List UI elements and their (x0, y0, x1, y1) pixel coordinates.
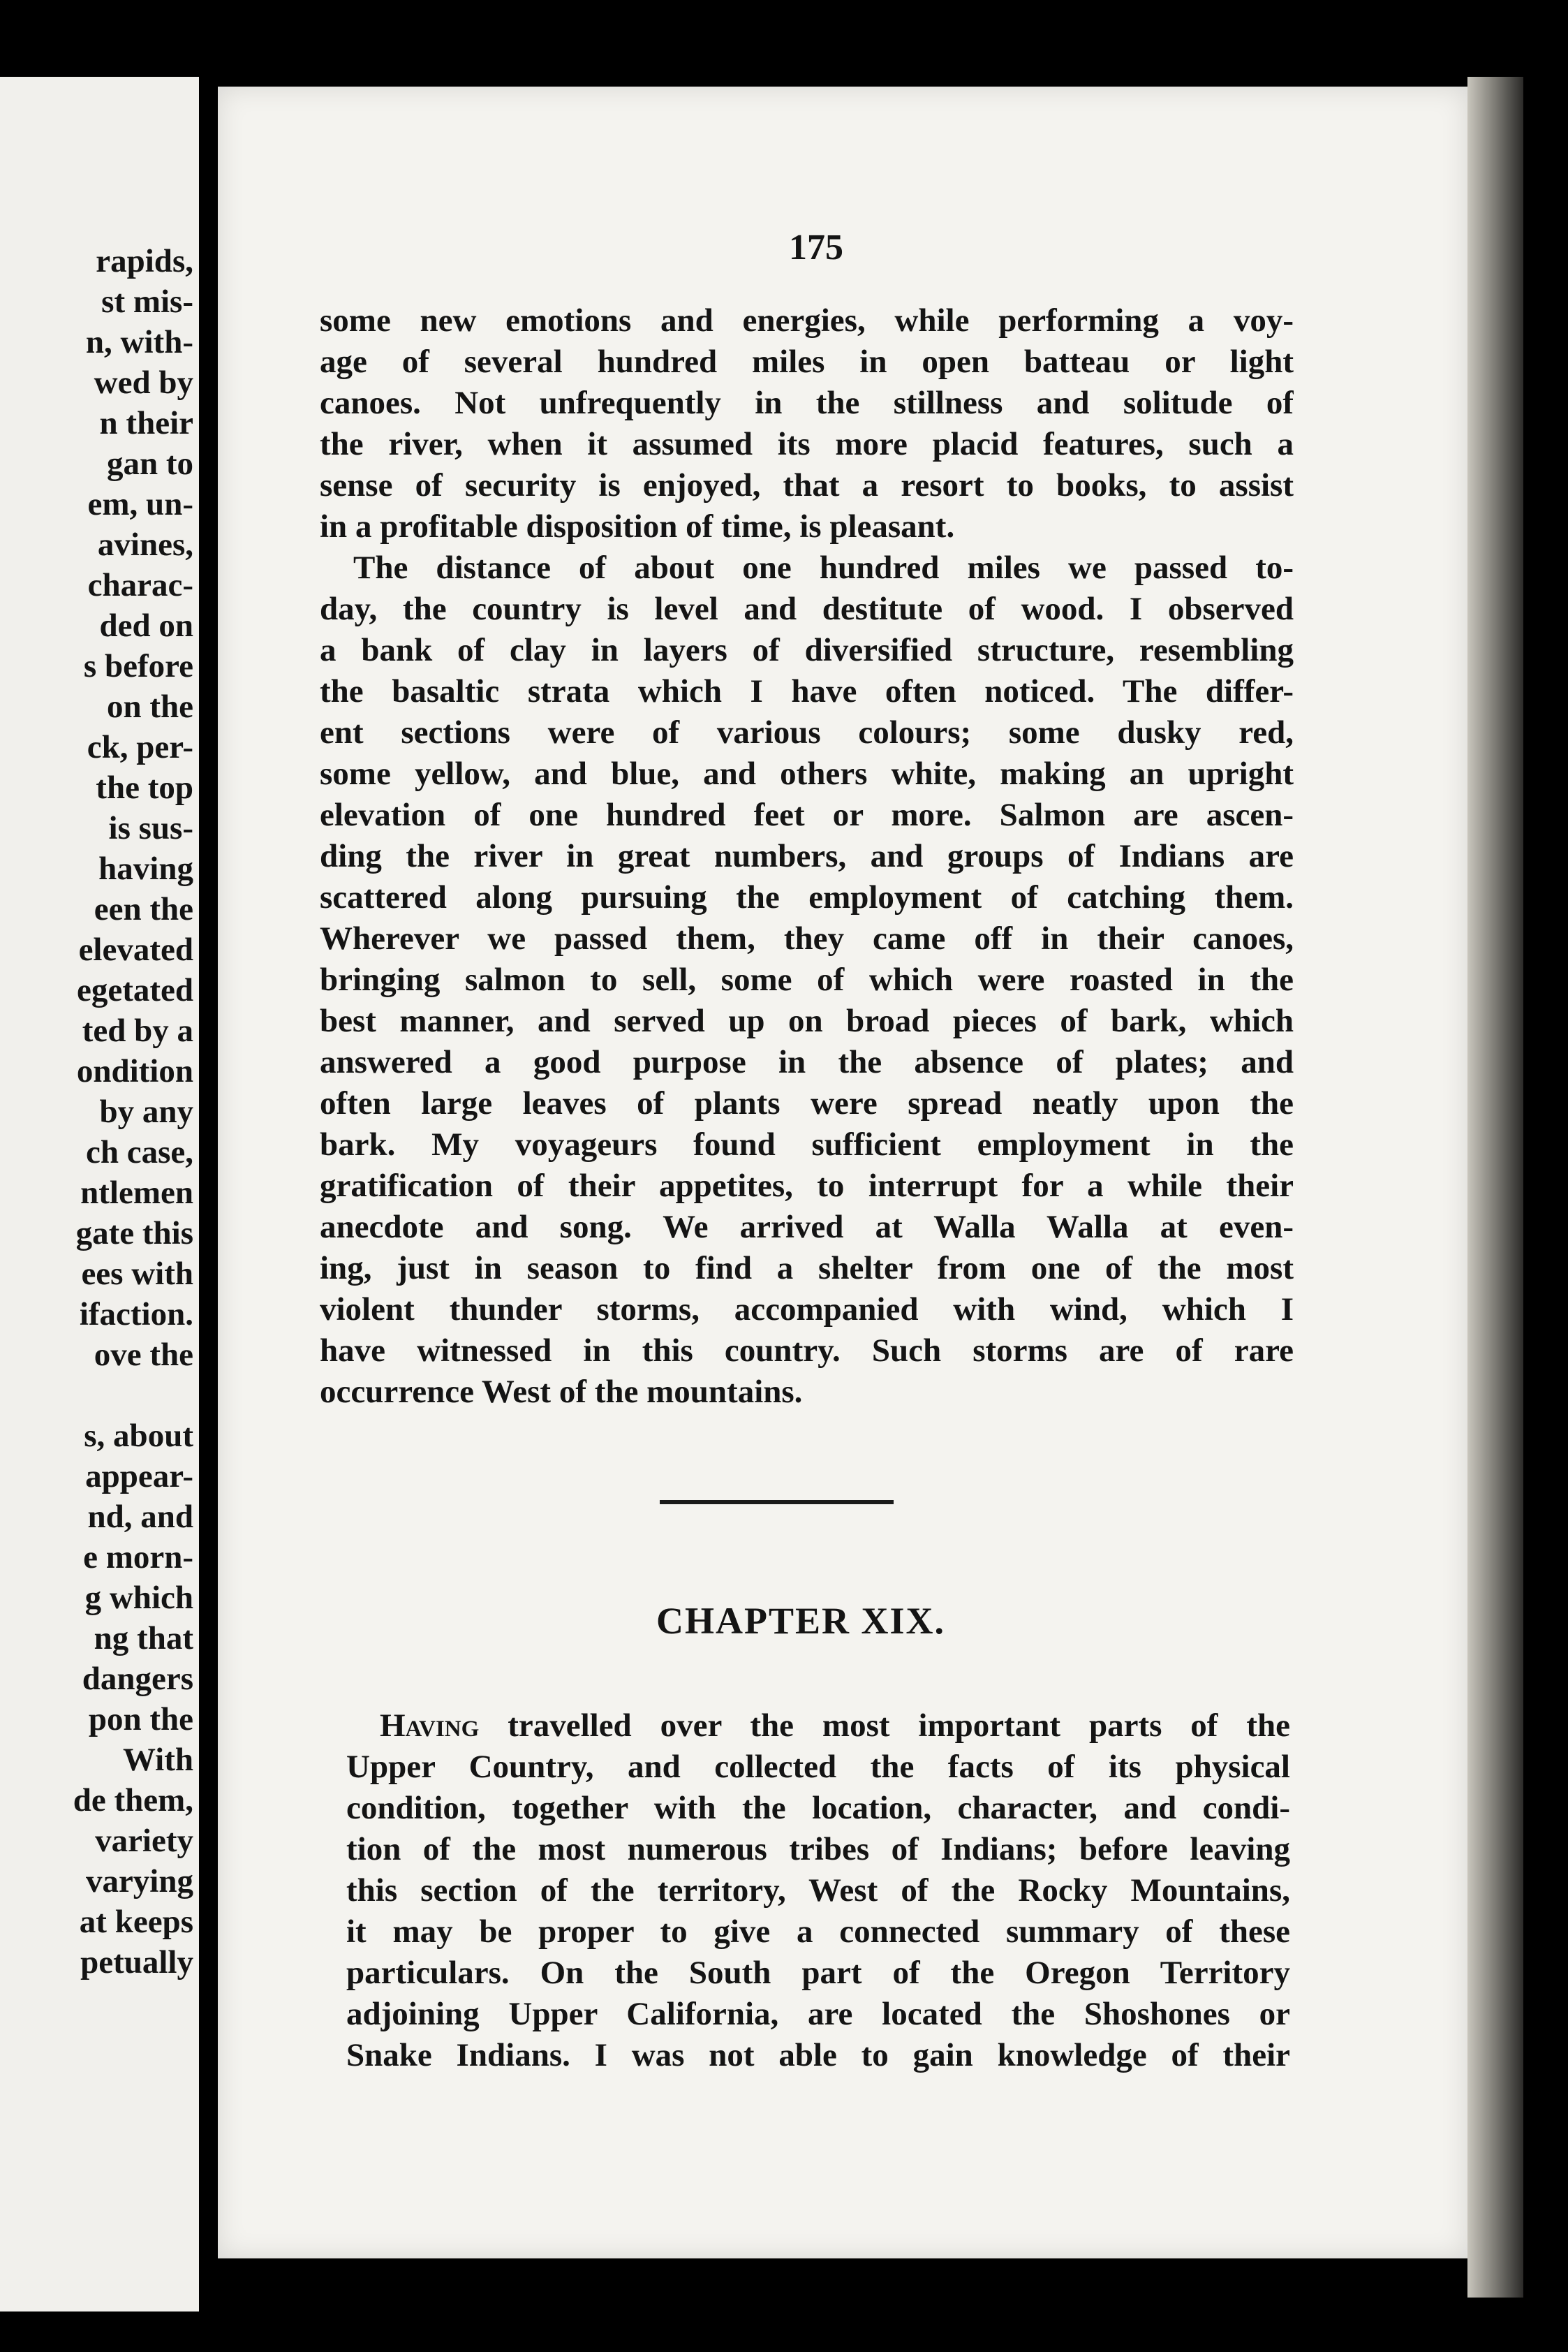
paragraph-3-line: condition, together with the location, character, and condi- (346, 1790, 1290, 1826)
left-page-fragment: ng that (94, 1620, 193, 1656)
left-page-fragment: ifaction. (79, 1296, 193, 1332)
paragraph-2-line: best manner, and served up on broad pieces of bark, which (320, 1003, 1294, 1039)
left-page-fragment: n their (99, 405, 193, 441)
paragraph-2-line: gratification of their appetites, to interrupt for a while their (320, 1168, 1294, 1204)
paragraph-3-line: particulars. On the South part of the Oregon Territory (346, 1955, 1290, 1991)
paragraph-1-line: age of several hundred miles in open batteau or light (320, 344, 1294, 380)
left-page-fragment: wed by (94, 365, 193, 401)
left-page-fragment: ees with (81, 1256, 193, 1292)
left-page-fragment: by any (99, 1094, 193, 1130)
body-text-lower (346, 1705, 1290, 2076)
paragraph-3-line: Snake Indians. I was not able to gain knowledge of their (346, 2037, 1290, 2073)
paragraph-2 (320, 547, 1294, 1413)
paragraph-1-line: some new emotions and energies, while performing a voy- (320, 302, 1294, 339)
paragraph-1-line: canoes. Not unfrequently in the stillness and solitude of (320, 385, 1294, 421)
paragraph-2-line: day, the country is level and destitute of wood. I observed (320, 591, 1294, 627)
paragraph-2-line: elevation of one hundred feet or more. Salmon are ascen- (320, 797, 1294, 833)
left-page-fragment: ted by a (82, 1013, 193, 1049)
paragraph-2-line: ing, just in season to find a shelter from one of the most (320, 1250, 1294, 1286)
left-page-fragment: on the (106, 689, 193, 725)
left-page-fragment: de them, (73, 1782, 193, 1818)
page-edge (1467, 77, 1523, 2298)
left-page-fragment: ck, per- (87, 729, 193, 765)
paragraph-3-line: Upper Country, and collected the facts of its physical (346, 1749, 1290, 1785)
left-page-fragment: s, about (84, 1418, 193, 1454)
paragraph-3-line: tion of the most numerous tribes of Indians; before leaving (346, 1831, 1290, 1867)
left-page-fragment: dangers (82, 1661, 193, 1697)
left-page-fragment: appear- (85, 1458, 193, 1494)
paragraph-3 (346, 1747, 1290, 2076)
left-page-fragment: elevated (78, 932, 193, 968)
left-page-fragment: varying (85, 1863, 193, 1899)
left-page-fragment: gan to (106, 446, 193, 482)
paragraph-2-line: answered a good purpose in the absence of plates; and (320, 1044, 1294, 1080)
left-page-fragment: gate this (75, 1215, 193, 1251)
paragraph-3-line (346, 1705, 1290, 1747)
left-page-fragment: having (98, 851, 193, 887)
left-page-fragment: With (123, 1742, 193, 1778)
paragraph-1-line: in a profitable disposition of time, is pleasant. (320, 508, 955, 545)
first-line-rest: travelled over the most important parts of the (479, 1707, 1290, 1744)
left-page-fragment: s before (83, 648, 193, 684)
left-page-fragment: e morn- (83, 1539, 193, 1575)
left-page-fragment: ntlemen (80, 1175, 193, 1211)
paragraph-2-line: violent thunder storms, accompanied with wind, which I (320, 1291, 1294, 1328)
left-page-fragment: ded on (99, 608, 193, 644)
left-page-fragment: pon the (88, 1701, 193, 1737)
paragraph-3-line: it may be proper to give a connected summary of these (346, 1913, 1290, 1950)
left-page-fragment: is sus- (108, 810, 193, 846)
left-page-fragment: em, un- (87, 486, 193, 522)
body-text-upper (320, 300, 1294, 1413)
left-page-fragment: n, with- (85, 324, 193, 360)
left-page-fragment: the top (96, 770, 193, 806)
paragraph-2-line: some yellow, and blue, and others white, making an upright (320, 756, 1294, 792)
paragraph-2-line: ding the river in great numbers, and groups of Indians are (320, 838, 1294, 874)
paragraph-3-line: adjoining Upper California, are located the Shoshones or (346, 1996, 1290, 2032)
left-page-fragment: nd, and (87, 1499, 193, 1535)
paragraph-3-line: this section of the territory, West of the Rocky Mountains, (346, 1872, 1290, 1909)
paragraph-2-line: The distance of about one hundred miles we passed to- (353, 550, 1294, 586)
paragraph-1 (320, 300, 1294, 547)
left-page-fragment: g which (84, 1580, 193, 1616)
left-page-fragment: avines, (97, 527, 193, 563)
paragraph-2-line: the basaltic strata which I have often noticed. The differ- (320, 673, 1294, 710)
paragraph-2-line: bark. My voyageurs found sufficient employment in the (320, 1126, 1294, 1163)
paragraph-2-line: a bank of clay in layers of diversified structure, resembling (320, 632, 1294, 668)
book-gutter (199, 0, 220, 2352)
paragraph-2-line: occurrence West of the mountains. (320, 1374, 803, 1410)
paragraph-2-line: bringing salmon to sell, some of which were roasted in the (320, 962, 1294, 998)
paragraph-2-line: often large leaves of plants were spread neatly upon the (320, 1085, 1294, 1122)
drop-word: Having (380, 1707, 480, 1744)
left-page (0, 77, 199, 2311)
paragraph-2-line: have witnessed in this country. Such storms are of rare (320, 1332, 1294, 1369)
left-page-fragment: egetated (76, 972, 193, 1008)
page-number: 175 (789, 228, 843, 267)
left-page-fragment: at keeps (79, 1904, 193, 1940)
paragraph-2-line: scattered along pursuing the employment of catching them. (320, 879, 1294, 916)
left-page-fragment: st mis- (101, 284, 193, 320)
paragraph-1-line: the river, when it assumed its more placid features, such a (320, 426, 1294, 462)
paragraph-1-line: sense of security is enjoyed, that a resort to books, to assist (320, 467, 1294, 504)
left-page-fragment: charac- (87, 567, 193, 603)
left-page-fragment: ondition (76, 1053, 193, 1089)
left-page-fragment: variety (95, 1823, 193, 1859)
paragraph-2-line: ent sections were of various colours; some dusky red, (320, 714, 1294, 751)
left-page-fragment: petually (80, 1944, 193, 1980)
paragraph-2-line: Wherever we passed them, they came off in their canoes, (320, 920, 1294, 957)
left-page-fragment: rapids, (96, 243, 193, 279)
paragraph-2-line: anecdote and song. We arrived at Walla Walla at even- (320, 1209, 1294, 1245)
left-page-fragment: ove the (94, 1337, 193, 1373)
section-rule (660, 1500, 894, 1504)
left-page-fragment: een the (94, 891, 193, 927)
chapter-heading: CHAPTER XIX. (656, 1600, 946, 1642)
left-page-fragment: ch case, (85, 1134, 193, 1170)
